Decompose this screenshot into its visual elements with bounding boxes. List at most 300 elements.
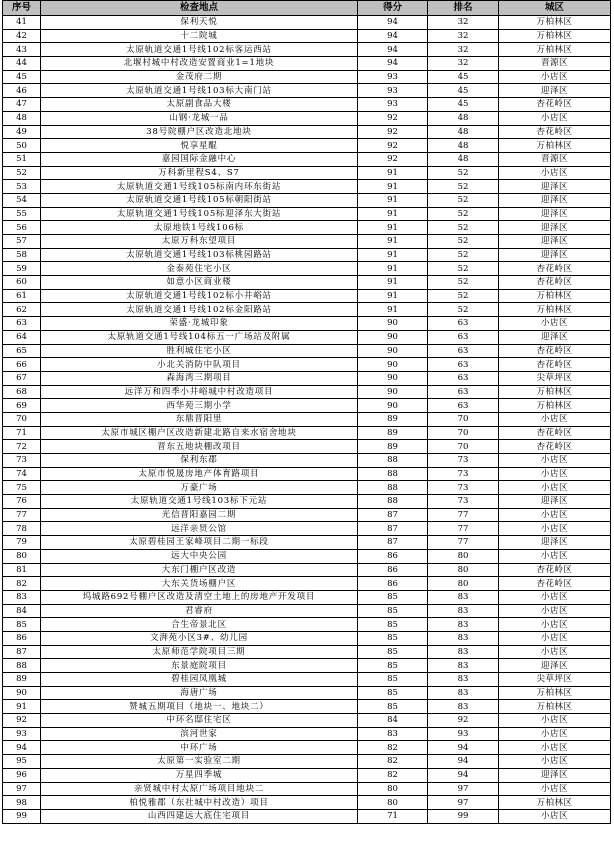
cell-rank: 77 xyxy=(428,522,499,536)
cell-index: 89 xyxy=(3,673,41,687)
cell-rank: 92 xyxy=(428,714,499,728)
cell-score: 94 xyxy=(358,57,428,71)
cell-district: 小店区 xyxy=(499,645,611,659)
cell-index: 78 xyxy=(3,522,41,536)
cell-district: 迎泽区 xyxy=(499,221,611,235)
cell-index: 92 xyxy=(3,714,41,728)
cell-district: 万柏林区 xyxy=(499,29,611,43)
cell-rank: 83 xyxy=(428,673,499,687)
cell-rank: 83 xyxy=(428,631,499,645)
table-row xyxy=(3,221,611,235)
cell-index: 76 xyxy=(3,495,41,509)
cell-index: 83 xyxy=(3,590,41,604)
table-row xyxy=(3,755,611,769)
cell-score: 91 xyxy=(358,166,428,180)
cell-index: 41 xyxy=(3,16,41,30)
cell-district: 迎泽区 xyxy=(499,248,611,262)
cell-rank: 94 xyxy=(428,741,499,755)
cell-index: 68 xyxy=(3,385,41,399)
cell-location: 大东关货场棚户区 xyxy=(41,577,358,591)
cell-index: 99 xyxy=(3,809,41,823)
cell-score: 89 xyxy=(358,412,428,426)
cell-rank: 63 xyxy=(428,399,499,413)
cell-score: 90 xyxy=(358,385,428,399)
cell-score: 90 xyxy=(358,330,428,344)
table-row xyxy=(3,673,611,687)
cell-location: 碧桂园凤凰城 xyxy=(41,673,358,687)
cell-index: 98 xyxy=(3,796,41,810)
header-score: 得分 xyxy=(358,1,428,16)
cell-rank: 93 xyxy=(428,727,499,741)
cell-index: 95 xyxy=(3,755,41,769)
cell-rank: 48 xyxy=(428,111,499,125)
cell-district: 迎泽区 xyxy=(499,330,611,344)
cell-rank: 73 xyxy=(428,454,499,468)
table-row xyxy=(3,659,611,673)
table-row xyxy=(3,549,611,563)
table-row xyxy=(3,248,611,262)
cell-location: 金泰苑住宅小区 xyxy=(41,262,358,276)
cell-district: 小店区 xyxy=(499,522,611,536)
cell-location: 太原副食品大楼 xyxy=(41,98,358,112)
cell-score: 88 xyxy=(358,454,428,468)
cell-district: 晋源区 xyxy=(499,57,611,71)
cell-index: 51 xyxy=(3,152,41,166)
table-row xyxy=(3,358,611,372)
cell-score: 85 xyxy=(358,645,428,659)
cell-score: 83 xyxy=(358,727,428,741)
table-header-row xyxy=(3,1,611,16)
cell-district: 小店区 xyxy=(499,508,611,522)
cell-location: 坞城路692号棚户区改造及清空土地上的房地产开发项目 xyxy=(41,590,358,604)
cell-district: 小店区 xyxy=(499,317,611,331)
cell-index: 64 xyxy=(3,330,41,344)
cell-index: 47 xyxy=(3,98,41,112)
cell-index: 49 xyxy=(3,125,41,139)
table-row xyxy=(3,276,611,290)
cell-district: 迎泽区 xyxy=(499,495,611,509)
cell-rank: 52 xyxy=(428,289,499,303)
cell-location: 太原轨道交通1号线103标下元站 xyxy=(41,495,358,509)
cell-score: 91 xyxy=(358,207,428,221)
table-row xyxy=(3,536,611,550)
cell-index: 58 xyxy=(3,248,41,262)
table-row xyxy=(3,481,611,495)
cell-rank: 32 xyxy=(428,43,499,57)
cell-location: 远大中央公园 xyxy=(41,549,358,563)
table-row xyxy=(3,563,611,577)
cell-score: 91 xyxy=(358,289,428,303)
cell-location: 太原第一实验室二期 xyxy=(41,755,358,769)
table-row xyxy=(3,180,611,194)
cell-rank: 80 xyxy=(428,577,499,591)
cell-district: 小店区 xyxy=(499,111,611,125)
cell-district: 小店区 xyxy=(499,604,611,618)
cell-index: 65 xyxy=(3,344,41,358)
cell-rank: 48 xyxy=(428,139,499,153)
cell-location: 海唐广场 xyxy=(41,686,358,700)
cell-rank: 52 xyxy=(428,235,499,249)
cell-district: 晋源区 xyxy=(499,152,611,166)
cell-score: 87 xyxy=(358,522,428,536)
cell-district: 小店区 xyxy=(499,70,611,84)
table-row xyxy=(3,714,611,728)
cell-index: 85 xyxy=(3,618,41,632)
cell-score: 93 xyxy=(358,98,428,112)
cell-district: 万柏林区 xyxy=(499,16,611,30)
cell-district: 万柏林区 xyxy=(499,686,611,700)
cell-score: 86 xyxy=(358,563,428,577)
cell-location: 东鼎晋阳里 xyxy=(41,412,358,426)
cell-rank: 48 xyxy=(428,125,499,139)
table-body xyxy=(3,16,611,824)
cell-rank: 80 xyxy=(428,563,499,577)
cell-index: 88 xyxy=(3,659,41,673)
table-row xyxy=(3,57,611,71)
table-row xyxy=(3,618,611,632)
table-row xyxy=(3,166,611,180)
table-row xyxy=(3,467,611,481)
cell-index: 91 xyxy=(3,700,41,714)
table-row xyxy=(3,317,611,331)
cell-score: 85 xyxy=(358,604,428,618)
cell-district: 万柏林区 xyxy=(499,303,611,317)
cell-index: 62 xyxy=(3,303,41,317)
cell-rank: 83 xyxy=(428,604,499,618)
cell-location: 悦享星醌 xyxy=(41,139,358,153)
cell-rank: 45 xyxy=(428,98,499,112)
cell-location: 胜利城住宅小区 xyxy=(41,344,358,358)
cell-score: 71 xyxy=(358,809,428,823)
cell-index: 59 xyxy=(3,262,41,276)
cell-index: 93 xyxy=(3,727,41,741)
cell-district: 杏花岭区 xyxy=(499,125,611,139)
cell-district: 万柏林区 xyxy=(499,43,611,57)
cell-rank: 52 xyxy=(428,166,499,180)
header-index: 序号 xyxy=(3,1,41,16)
cell-location: 太原市城区棚户区改造新建北路自来水宿舍地块 xyxy=(41,426,358,440)
cell-rank: 99 xyxy=(428,809,499,823)
cell-district: 小店区 xyxy=(499,714,611,728)
cell-location: 远洋亲贤公馆 xyxy=(41,522,358,536)
cell-rank: 32 xyxy=(428,16,499,30)
cell-score: 91 xyxy=(358,221,428,235)
table-row xyxy=(3,590,611,604)
cell-district: 万柏林区 xyxy=(499,385,611,399)
cell-score: 91 xyxy=(358,262,428,276)
table-row xyxy=(3,344,611,358)
cell-score: 82 xyxy=(358,741,428,755)
cell-location: 森海湾三期项目 xyxy=(41,371,358,385)
cell-rank: 48 xyxy=(428,152,499,166)
cell-rank: 52 xyxy=(428,303,499,317)
table-row xyxy=(3,782,611,796)
cell-location: 万星四季城 xyxy=(41,768,358,782)
cell-score: 87 xyxy=(358,508,428,522)
table-row xyxy=(3,262,611,276)
cell-score: 91 xyxy=(358,248,428,262)
cell-district: 迎泽区 xyxy=(499,768,611,782)
cell-district: 小店区 xyxy=(499,481,611,495)
cell-location: 北堰村城中村改造安置商业1=1地块 xyxy=(41,57,358,71)
table-row xyxy=(3,43,611,57)
cell-score: 85 xyxy=(358,618,428,632)
cell-score: 85 xyxy=(358,686,428,700)
table-row xyxy=(3,700,611,714)
cell-score: 80 xyxy=(358,796,428,810)
cell-rank: 83 xyxy=(428,686,499,700)
cell-district: 迎泽区 xyxy=(499,235,611,249)
cell-district: 迎泽区 xyxy=(499,84,611,98)
cell-location: 光信晋阳嘉园二期 xyxy=(41,508,358,522)
cell-district: 万柏林区 xyxy=(499,796,611,810)
cell-index: 66 xyxy=(3,358,41,372)
cell-location: 荣盛·龙城印象 xyxy=(41,317,358,331)
cell-rank: 63 xyxy=(428,358,499,372)
cell-index: 67 xyxy=(3,371,41,385)
cell-score: 85 xyxy=(358,673,428,687)
cell-rank: 70 xyxy=(428,412,499,426)
cell-location: 太原轨道交通1号线102标金阳路站 xyxy=(41,303,358,317)
cell-index: 94 xyxy=(3,741,41,755)
table-row xyxy=(3,412,611,426)
cell-index: 53 xyxy=(3,180,41,194)
cell-score: 91 xyxy=(358,180,428,194)
cell-rank: 63 xyxy=(428,344,499,358)
cell-location: 38号院棚户区改造北地块 xyxy=(41,125,358,139)
cell-score: 89 xyxy=(358,440,428,454)
cell-score: 91 xyxy=(358,303,428,317)
cell-index: 71 xyxy=(3,426,41,440)
cell-location: 赞城五期项目（地块一、地块二） xyxy=(41,700,358,714)
table-row xyxy=(3,454,611,468)
cell-index: 43 xyxy=(3,43,41,57)
cell-rank: 77 xyxy=(428,536,499,550)
cell-location: 万豪广场 xyxy=(41,481,358,495)
table-row xyxy=(3,207,611,221)
cell-score: 92 xyxy=(358,111,428,125)
table-row xyxy=(3,125,611,139)
cell-score: 90 xyxy=(358,358,428,372)
header-district: 城区 xyxy=(499,1,611,16)
cell-index: 80 xyxy=(3,549,41,563)
table-row xyxy=(3,98,611,112)
cell-index: 82 xyxy=(3,577,41,591)
cell-location: 文湃苑小区3#、幼儿园 xyxy=(41,631,358,645)
cell-location: 太原地铁1号线106标 xyxy=(41,221,358,235)
cell-rank: 63 xyxy=(428,385,499,399)
table-row xyxy=(3,193,611,207)
cell-location: 太原轨道交通1号线102标小井峪站 xyxy=(41,289,358,303)
cell-location: 晋东五地块棚改项目 xyxy=(41,440,358,454)
cell-location: 滨河世家 xyxy=(41,727,358,741)
cell-score: 91 xyxy=(358,235,428,249)
cell-index: 63 xyxy=(3,317,41,331)
cell-location: 太原轨道交通1号线105标迎泽东大街站 xyxy=(41,207,358,221)
cell-index: 87 xyxy=(3,645,41,659)
cell-index: 72 xyxy=(3,440,41,454)
cell-district: 小店区 xyxy=(499,782,611,796)
cell-district: 迎泽区 xyxy=(499,207,611,221)
cell-district: 小店区 xyxy=(499,549,611,563)
cell-rank: 63 xyxy=(428,330,499,344)
cell-rank: 52 xyxy=(428,276,499,290)
cell-district: 小店区 xyxy=(499,631,611,645)
cell-rank: 45 xyxy=(428,70,499,84)
cell-location: 亲贤城中村太原广场项目地块二 xyxy=(41,782,358,796)
table-row xyxy=(3,440,611,454)
table-row xyxy=(3,235,611,249)
cell-district: 杏花岭区 xyxy=(499,577,611,591)
cell-rank: 73 xyxy=(428,495,499,509)
cell-score: 89 xyxy=(358,426,428,440)
cell-location: 太原轨道交通1号线103标桃园路站 xyxy=(41,248,358,262)
cell-index: 86 xyxy=(3,631,41,645)
table-row xyxy=(3,70,611,84)
cell-index: 55 xyxy=(3,207,41,221)
cell-index: 73 xyxy=(3,454,41,468)
cell-location: 太原师范学院项目三期 xyxy=(41,645,358,659)
cell-score: 86 xyxy=(358,549,428,563)
cell-district: 小店区 xyxy=(499,412,611,426)
cell-index: 42 xyxy=(3,29,41,43)
cell-rank: 73 xyxy=(428,481,499,495)
cell-location: 保利东郡 xyxy=(41,454,358,468)
cell-rank: 70 xyxy=(428,426,499,440)
cell-rank: 83 xyxy=(428,590,499,604)
cell-index: 77 xyxy=(3,508,41,522)
cell-score: 94 xyxy=(358,16,428,30)
cell-district: 小店区 xyxy=(499,590,611,604)
cell-index: 74 xyxy=(3,467,41,481)
cell-rank: 83 xyxy=(428,645,499,659)
cell-district: 小店区 xyxy=(499,467,611,481)
table-row xyxy=(3,604,611,618)
cell-rank: 63 xyxy=(428,317,499,331)
cell-score: 94 xyxy=(358,29,428,43)
cell-rank: 70 xyxy=(428,440,499,454)
cell-district: 迎泽区 xyxy=(499,180,611,194)
table-row xyxy=(3,686,611,700)
cell-district: 尖草坪区 xyxy=(499,371,611,385)
cell-district: 杏花岭区 xyxy=(499,344,611,358)
cell-score: 90 xyxy=(358,399,428,413)
table-row xyxy=(3,399,611,413)
table-row xyxy=(3,426,611,440)
cell-index: 75 xyxy=(3,481,41,495)
cell-index: 56 xyxy=(3,221,41,235)
cell-location: 西华苑三期小学 xyxy=(41,399,358,413)
table-row xyxy=(3,289,611,303)
cell-location: 山西四建远大底住宅项目 xyxy=(41,809,358,823)
cell-score: 88 xyxy=(358,495,428,509)
cell-location: 大东门棚户区改造 xyxy=(41,563,358,577)
cell-location: 小北关消防中队项目 xyxy=(41,358,358,372)
cell-district: 迎泽区 xyxy=(499,193,611,207)
cell-score: 92 xyxy=(358,125,428,139)
cell-location: 如意小区商业楼 xyxy=(41,276,358,290)
cell-location: 太原碧桂园王家峰项目二期一标段 xyxy=(41,536,358,550)
cell-location: 十二院城 xyxy=(41,29,358,43)
table-row xyxy=(3,522,611,536)
table-row xyxy=(3,809,611,823)
cell-rank: 52 xyxy=(428,207,499,221)
cell-index: 70 xyxy=(3,412,41,426)
cell-location: 太原万科东望项目 xyxy=(41,235,358,249)
table-row xyxy=(3,152,611,166)
cell-score: 94 xyxy=(358,43,428,57)
cell-district: 小店区 xyxy=(499,166,611,180)
table-row xyxy=(3,631,611,645)
ranking-table-container xyxy=(2,0,610,824)
cell-index: 45 xyxy=(3,70,41,84)
cell-index: 60 xyxy=(3,276,41,290)
table-row xyxy=(3,29,611,43)
cell-score: 88 xyxy=(358,481,428,495)
cell-location: 太原轨道交通1号线103标大南门站 xyxy=(41,84,358,98)
cell-location: 万科新里程S4、S7 xyxy=(41,166,358,180)
cell-district: 杏花岭区 xyxy=(499,276,611,290)
cell-district: 小店区 xyxy=(499,727,611,741)
cell-location: 中环名邸住宅区 xyxy=(41,714,358,728)
table-row xyxy=(3,727,611,741)
cell-rank: 63 xyxy=(428,371,499,385)
cell-score: 90 xyxy=(358,371,428,385)
table-row xyxy=(3,371,611,385)
cell-index: 96 xyxy=(3,768,41,782)
cell-location: 太原轨道交通1号线105标朝阳街站 xyxy=(41,193,358,207)
cell-district: 小店区 xyxy=(499,454,611,468)
table-row xyxy=(3,768,611,782)
header-rank: 排名 xyxy=(428,1,499,16)
cell-district: 杏花岭区 xyxy=(499,563,611,577)
cell-score: 88 xyxy=(358,467,428,481)
cell-score: 84 xyxy=(358,714,428,728)
cell-location: 山钢·龙城一品 xyxy=(41,111,358,125)
cell-location: 嘉园国际金融中心 xyxy=(41,152,358,166)
cell-district: 杏花岭区 xyxy=(499,262,611,276)
cell-rank: 45 xyxy=(428,84,499,98)
cell-location: 保利天悦 xyxy=(41,16,358,30)
cell-score: 80 xyxy=(358,782,428,796)
cell-rank: 32 xyxy=(428,57,499,71)
cell-score: 85 xyxy=(358,700,428,714)
table-row xyxy=(3,741,611,755)
cell-rank: 94 xyxy=(428,755,499,769)
cell-rank: 94 xyxy=(428,768,499,782)
cell-score: 91 xyxy=(358,276,428,290)
cell-score: 86 xyxy=(358,577,428,591)
table-row xyxy=(3,385,611,399)
cell-rank: 83 xyxy=(428,659,499,673)
cell-index: 57 xyxy=(3,235,41,249)
cell-rank: 97 xyxy=(428,796,499,810)
cell-index: 81 xyxy=(3,563,41,577)
cell-score: 91 xyxy=(358,193,428,207)
cell-rank: 52 xyxy=(428,221,499,235)
cell-district: 小店区 xyxy=(499,809,611,823)
cell-rank: 52 xyxy=(428,180,499,194)
cell-district: 杏花岭区 xyxy=(499,440,611,454)
cell-location: 太原轨道交通1号线102标客运西站 xyxy=(41,43,358,57)
cell-index: 46 xyxy=(3,84,41,98)
cell-district: 万柏林区 xyxy=(499,289,611,303)
cell-district: 迎泽区 xyxy=(499,659,611,673)
header-location: 检查地点 xyxy=(41,1,358,16)
cell-location: 金茂府二期 xyxy=(41,70,358,84)
table-row xyxy=(3,303,611,317)
cell-score: 85 xyxy=(358,631,428,645)
